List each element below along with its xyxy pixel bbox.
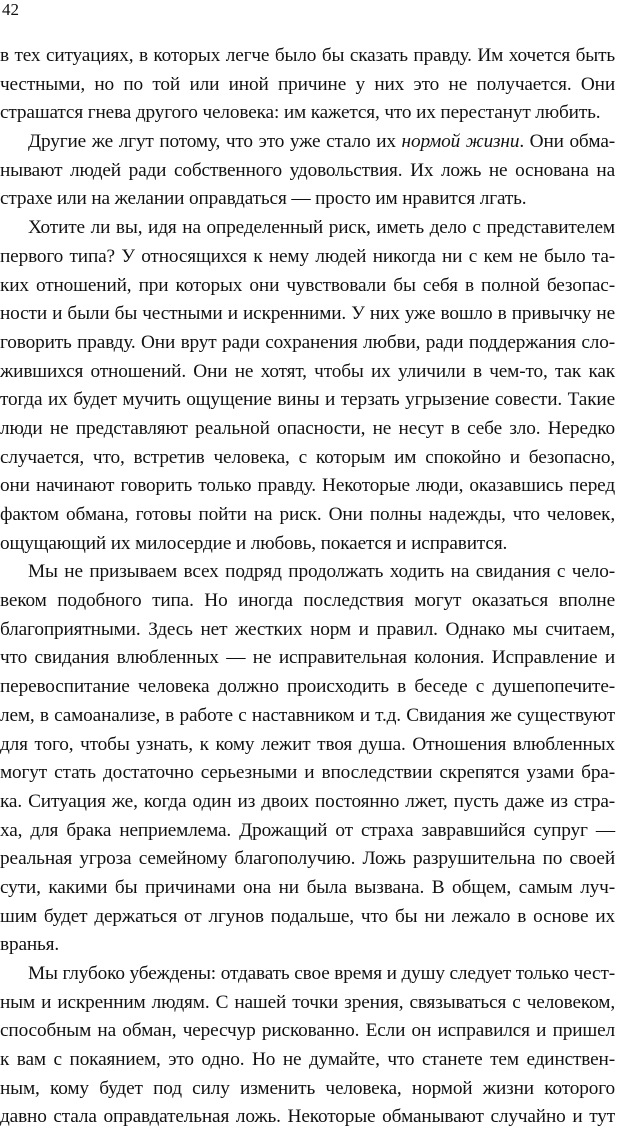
text-line: ощущающий их милосердие и любовь, покается и исправится. (0, 532, 508, 554)
page-number: 42 (2, 0, 19, 19)
text-span: . Они обма- (519, 131, 616, 153)
text-line: вранья. (0, 934, 60, 956)
text-line: они начинают говорить только правду. Некоторые люди, оказавшись перед (0, 475, 615, 497)
text-line: жившихся отношений. Они не хотят, чтобы их уличили в чем-то, так как (0, 360, 615, 382)
text-span: Другие же лгут потому, что это уже стало их (28, 131, 402, 153)
text-line: Мы не призываем всех подряд продолжать ходить на свидания с чело- (28, 561, 615, 583)
text-line: ха, для брака неприемлема. Дрожащий от страха завравшийся супруг — (0, 819, 615, 841)
text-line: тогда их будет мучить ощущение вины и терзать угрызение совести. Такие (0, 389, 615, 411)
text-line: могут стать достаточно серьезными и впоследствии скрепятся узами бра- (0, 762, 615, 784)
italic-emphasis: нормой жизни (401, 131, 520, 153)
text-line: в тех ситуациях, в которых легче было бы сказать правду. Им хочется быть (0, 45, 615, 66)
text-line: что свидания влюбленных — не исправительная колония. Исправление и (0, 647, 615, 669)
text-line: для того, чтобы узнать, к кому лежит твоя душа. Отношения влюбленных (0, 733, 615, 755)
text-line: Хотите ли вы, идя на определенный риск, иметь дело с представителем (28, 217, 615, 239)
text-line: страхе или на желании оправдаться — просто им нравится лгать. (0, 188, 527, 210)
text-line: страшатся гнева другого человека: им кажется, что их перестанут любить. (0, 102, 601, 124)
text-line: говорить правду. Они врут ради сохранения любви, ради поддержания сло- (0, 331, 615, 353)
text-line: случается, что, встретив человека, с которым им спокойно и безопасно, (0, 446, 615, 468)
text-line: шим будет держаться от лгунов подальше, что бы ни лежало в основе их (0, 905, 615, 927)
text-line: благоприятными. Здесь нет жестких норм и правил. Однако мы считаем, (0, 618, 615, 640)
text-line: реальная угроза семейному благополучию. Ложь разрушительна по своей (0, 848, 615, 870)
text-line: ным, кому будет под силу изменить человека, нормой жизни которого (0, 1077, 615, 1099)
text-line: сути, какими бы причинами она ни была вызвана. В общем, самым луч- (0, 876, 615, 898)
text-line: ным и искренним людям. С нашей точки зрения, связываться с человеком, (0, 991, 615, 1013)
text-line: ка. Ситуация же, когда один из двоих постоянно лжет, пусть даже из стра- (0, 790, 615, 812)
body-text (0, 42, 615, 1132)
text-line: ности и были бы честными и искренними. У них уже вошло в привычку не (0, 303, 615, 325)
text-line: веком подобного типа. Но иногда последствия могут оказаться вполне (0, 590, 615, 612)
text-line: нывают людей ради собственного удовольствия. Их ложь не основана на (0, 159, 615, 181)
text-line: первого типа? У относящихся к нему людей никогда ни с кем не было та- (0, 245, 615, 267)
text-line-with-emphasis (0, 128, 615, 157)
text-line: ких отношений, при которых они чувствовали бы себя в полной безопас- (0, 274, 615, 296)
text-line: люди не представляют реальной опасности, не несут в себе зло. Нередко (0, 417, 615, 439)
text-line: к вам с покаянием, это одно. Но не думайте, что станете тем единствен- (0, 1049, 615, 1071)
text-line: фактом обмана, готовы пойти на риск. Они полны надежды, что человек, (0, 504, 615, 525)
text-line: способным на обман, чересчур рискованно. Если он исправился и пришел (0, 1020, 615, 1042)
text-line: давно стала оправдательная ложь. Некоторые обманывают случайно и тут (0, 1106, 615, 1128)
text-line: перевоспитание человека должно происходить в беседе с душепопечите- (0, 676, 615, 698)
text-line: лем, в самоанализе, в работе с наставником и т.д. Свидания же существуют (0, 704, 615, 726)
text-line: честными, но по той или иной причине у них это не получается. Они (0, 73, 615, 95)
text-line: Мы глубоко убеждены: отдавать свое время и душу следует только чест- (28, 963, 615, 984)
